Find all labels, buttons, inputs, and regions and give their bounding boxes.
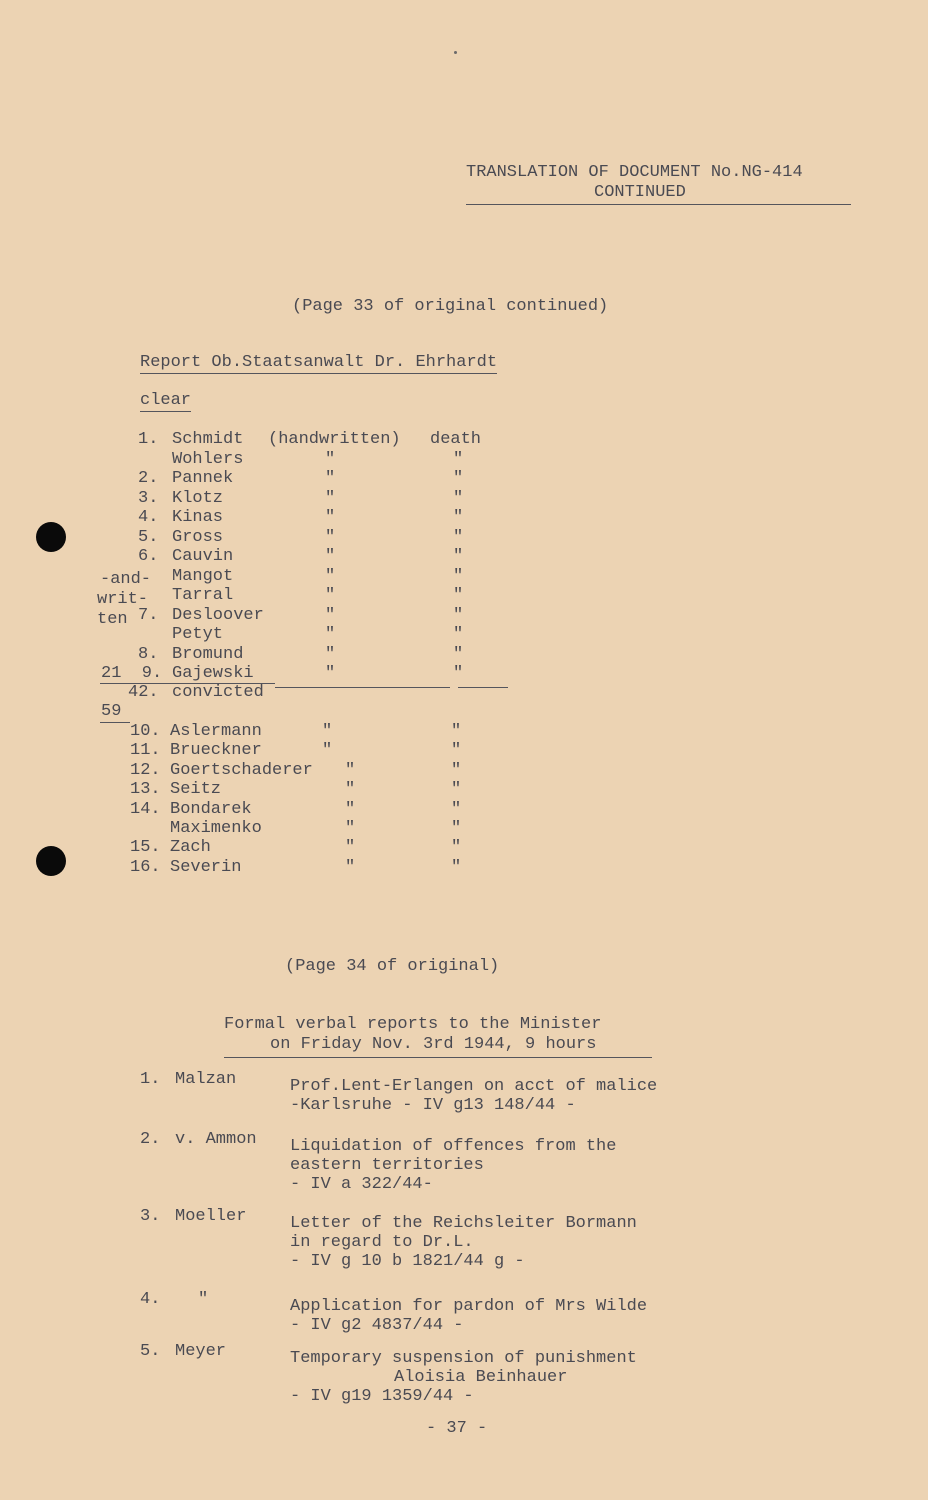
item-ditto: " [345, 799, 356, 819]
entry-text-line: Application for pardon of Mrs Wilde [290, 1297, 648, 1316]
item-sentence: " [451, 760, 462, 780]
item-number: 7. [138, 605, 159, 625]
entry-text-line: Aloisia Beinhauer [394, 1368, 568, 1387]
item-name: Maximenko [170, 819, 262, 838]
entry-text-line: Liquidation of offences from the [290, 1137, 617, 1156]
entry-text-line: - IV g19 1359/44 - [290, 1387, 474, 1406]
item-number: 12. [130, 760, 161, 780]
item-name: Klotz [172, 488, 224, 508]
item-name: Goertschaderer [170, 760, 313, 780]
clear-label: clear [140, 391, 192, 410]
page-reference: (Page 33 of original continued) [292, 297, 609, 316]
subtotal-underline [100, 722, 130, 723]
item-name: Aslermann [170, 722, 262, 741]
item-number: 16. [130, 857, 161, 877]
reports-title-line2: on Friday Nov. 3rd 1944, 9 hours [270, 1035, 597, 1054]
entry-name: v. Ammon [175, 1130, 257, 1149]
header-title: TRANSLATION OF DOCUMENT No.NG-414 [466, 163, 803, 182]
header-underline [466, 204, 851, 205]
item-name: Seitz [170, 780, 222, 800]
item-sentence: " [453, 664, 464, 683]
item-number: 3. [138, 488, 159, 508]
item-sentence: " [453, 488, 464, 508]
entry-number: 4. [140, 1290, 161, 1309]
item-name: Wohlers [172, 449, 244, 469]
item-ditto: " [325, 664, 336, 683]
convicted-count: 42. [128, 683, 159, 702]
item-name: Pannek [172, 469, 234, 488]
entry-number: 2. [140, 1130, 161, 1149]
item-name: Tarral [172, 586, 234, 605]
item-sentence: death [430, 430, 482, 449]
entry-text-line: eastern territories [290, 1156, 484, 1175]
item-ditto: " [325, 527, 336, 547]
item-name: Cauvin [172, 547, 234, 566]
item-sentence: " [451, 722, 462, 741]
item-number: 14. [130, 799, 161, 819]
punch-hole-top [36, 522, 66, 552]
item-sentence: " [453, 547, 464, 566]
entry-number: 3. [140, 1207, 161, 1226]
reports-title-underline [224, 1057, 652, 1058]
report-title: Report Ob.Staatsanwalt Dr. Ehrhardt [140, 353, 498, 372]
item-number: 5. [138, 527, 159, 547]
item-name: Petyt [172, 625, 224, 644]
page-reference-2: (Page 34 of original) [285, 957, 500, 976]
header-continued: CONTINUED [594, 183, 686, 202]
item-number: 6. [138, 547, 159, 566]
subtotal: 59 [101, 702, 122, 721]
item-sentence: " [451, 857, 462, 877]
entry-text-line: Letter of the Reichsleiter Bormann [290, 1214, 637, 1233]
entry-number: 1. [140, 1070, 161, 1089]
item-sentence: " [453, 644, 464, 664]
item-sentence: " [451, 780, 462, 800]
item-ditto: " [325, 625, 336, 644]
item-name: Severin [170, 857, 242, 877]
item-ditto: " [345, 819, 356, 838]
item-sentence: " [451, 799, 462, 819]
item-number: 21 9. [101, 664, 163, 683]
item-ditto: " [345, 760, 356, 780]
item-sentence: " [453, 508, 464, 527]
item-name: Gross [172, 527, 224, 547]
underline-right [275, 687, 450, 688]
entry-text-line: - IV g 10 b 1821/44 g - [290, 1252, 525, 1271]
item-ditto: " [325, 605, 336, 625]
item-sentence: " [451, 741, 462, 761]
item-sentence: " [451, 838, 462, 858]
item-ditto: " [322, 722, 333, 741]
item-ditto: " [322, 741, 333, 761]
entry-text-line: Temporary suspension of punishment [290, 1349, 637, 1368]
item-ditto: " [325, 488, 336, 508]
reports-title-line1: Formal verbal reports to the Minister [224, 1015, 602, 1034]
entry-name: Meyer [175, 1342, 227, 1361]
entry-text-line: Prof.Lent-Erlangen on acct of malice [290, 1077, 658, 1096]
item-sentence: " [453, 625, 464, 644]
item-name: Kinas [172, 508, 224, 527]
item-number: 10. [130, 722, 161, 741]
entry-text-line: - IV g2 4837/44 - [290, 1316, 464, 1335]
item-ditto: " [345, 857, 356, 877]
item-name: Bromund [172, 644, 244, 664]
item-ditto: " [325, 547, 336, 566]
item-ditto: " [325, 566, 336, 586]
item-ditto: " [325, 644, 336, 664]
item-sentence: " [451, 819, 462, 838]
item-ditto: " [325, 469, 336, 488]
item-sentence: " [453, 586, 464, 605]
underline-right-2 [458, 687, 508, 688]
convicted-label: convicted [172, 683, 264, 702]
margin-note-1: -and- [100, 570, 152, 589]
item-sentence: " [453, 469, 464, 488]
item-ditto: " [325, 508, 336, 527]
item-name: Zach [170, 838, 211, 858]
entry-text-line: - IV a 322/44- [290, 1175, 433, 1194]
item-ditto: " [325, 449, 336, 469]
punch-hole-bottom [36, 846, 66, 876]
entry-text-line: in regard to Dr.L. [290, 1233, 474, 1252]
item-number: 15. [130, 838, 161, 858]
item-name: Mangot [172, 566, 234, 586]
item-ditto: " [345, 838, 356, 858]
item-number: 11. [130, 741, 161, 761]
item-sentence: " [453, 527, 464, 547]
item-number: 2. [138, 469, 159, 488]
item-ditto: (handwritten) [268, 430, 401, 449]
speck [454, 51, 457, 54]
item-ditto: " [345, 780, 356, 800]
item-ditto: " [325, 586, 336, 605]
entry-name: Moeller [175, 1207, 247, 1226]
page-number: - 37 - [426, 1419, 488, 1438]
item-number: 13. [130, 780, 161, 800]
item-name: Brueckner [170, 741, 262, 761]
margin-note-3: ten [97, 610, 128, 629]
entry-name: " [198, 1290, 209, 1309]
item-sentence: " [453, 449, 464, 469]
entry-name: Malzan [175, 1070, 237, 1089]
item-name: Bondarek [170, 799, 252, 819]
entry-number: 5. [140, 1342, 161, 1361]
item-number: 4. [138, 508, 159, 527]
item-name: Gajewski [172, 664, 254, 683]
item-name: Desloover [172, 605, 264, 625]
item-sentence: " [453, 605, 464, 625]
item-number: 1. [138, 430, 159, 449]
margin-note-2: writ- [97, 590, 149, 609]
entry-text-line: -Karlsruhe - IV g13 148/44 - [290, 1096, 576, 1115]
item-name: Schmidt [172, 430, 244, 449]
item-number: 8. [138, 644, 159, 664]
item-sentence: " [453, 566, 464, 586]
